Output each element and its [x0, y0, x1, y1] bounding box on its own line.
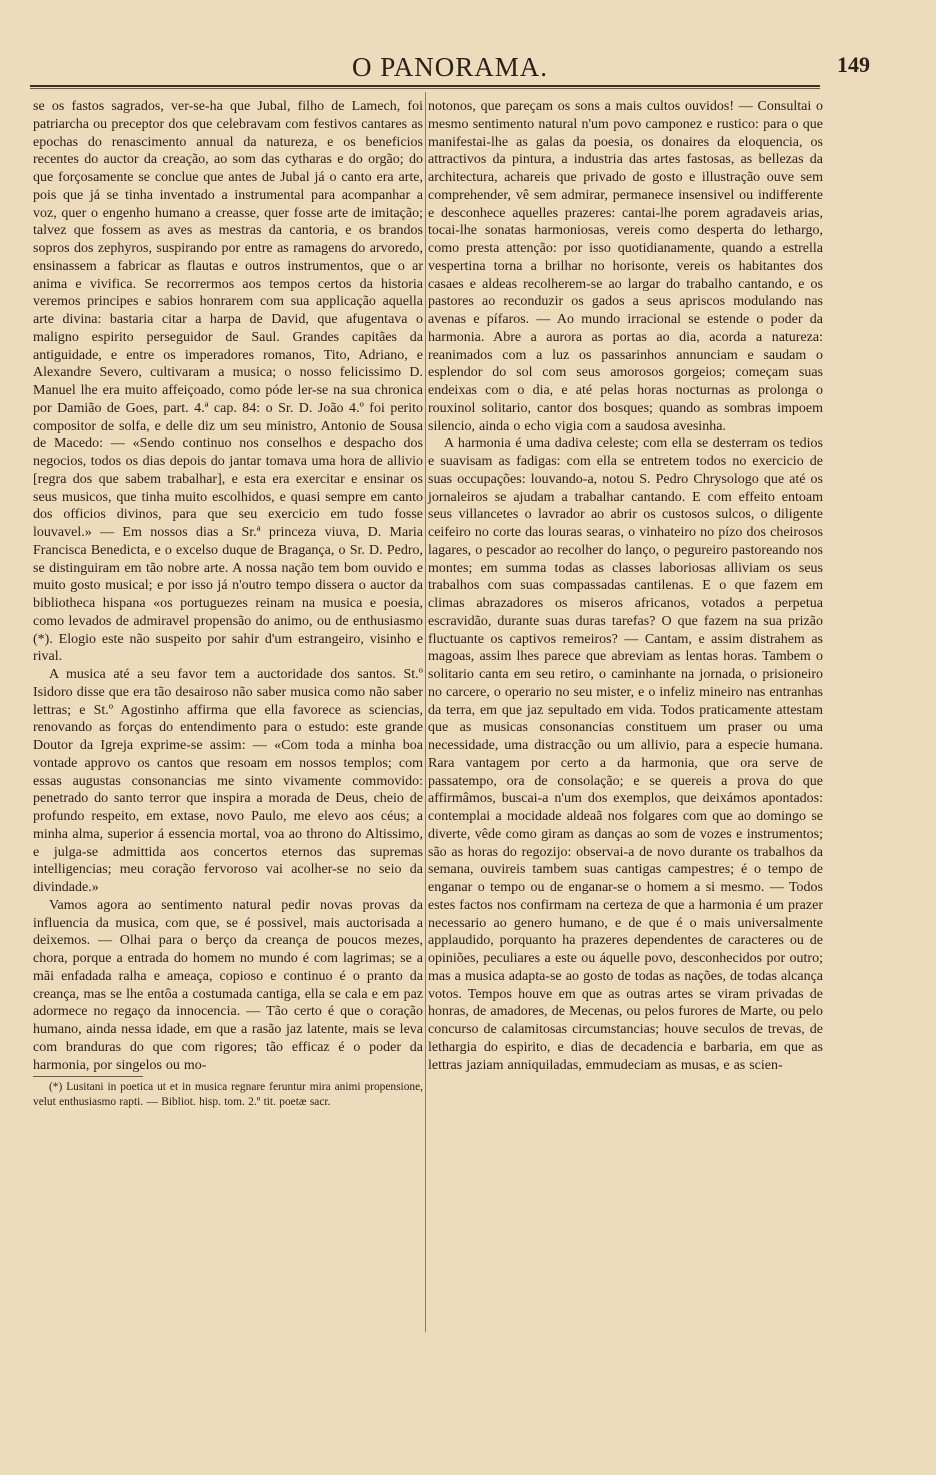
left-column — [33, 98, 423, 1109]
header-rule-thin — [30, 88, 820, 89]
paragraph: A harmonia é uma dadiva celeste; com ella se desterram os tedios e suavisam as fadigas: com ella se entretem todos no exercicio de suas occupações: louvando-a, notou S. Pedro Chrysologo que até os jornaleiros se ajudam a trabalhar cantando. E com effeito entoam seus villancetes o lavrador ao abrir os custosos sulcos, o diligente ceifeiro no corte das louras searas, o vinhateiro no pízo dos cheirosos lagares, o pescador ao recolher do lanço, o pegureiro pastoreando nos montes; em summa todas as classes laboriosas alliviam os seus trabalhos com suas compassadas cantilenas. E o que fazem em climas abrazadores os miseros africanos, votados a perpetua escravidão, durante suas duras tarefas? O que fazem na sua prizão fluctuante os captivos remeiros? — Cantam, e assim distrahem as magoas, assim lhes parece que abreviam as lentas horas. Tambem o solitario canta em seu retiro, o caminhante na jornada, o prisioneiro no carcere, o operario no seu mister, e o infeliz mineiro nas entranhas da terra, em que jaz sepultado em vida. Todos praticamente attestam que as musicas consonancias constituem um praser ou uma necessidade, uma distracção ou um allivio, para a especie humana. Rara vantagem por certo a da harmonia, que ora serve de passatempo, ora de consolação; e se quereis a prova do que affirmâmos, buscai-a n'um dos exemplos, que deixámos apontados: contemplai a mocidade aldeaã nos folgares com que ao domingo se diverte, vêde como giram as danças ao som de vozes e instrumentos; são as horas do regozijo: observai-a de novo durante os trabalhos da semana, ouvireis tambem suas cantigas campestres; é o tempo de enganar o tempo ou de enganar-se o homem a si mesmo. — Todos estes factos nos confirmam na certeza de que a harmonia é um prazer necessario ao genero humano, e de que é o mais universalmente applaudido, porquanto ha prazeres dependentes de caracteres ou de opiniões, peculiares a este ou áquelle povo, desconhecidos por outro; mas a musica adapta-se ao gosto de todas as nações, de todas alcança votos. Tempos houve em que as outras artes se viram privadas de honras, de amadores, de Mecenas, ou pelos furores de Marte, ou pelo concurso de calamitosas circumstancias; houve seculos de trevas, de lethargia do espirito, e dias de decadencia e barbaria, em que as lettras jaziam anniquiladas, emmudeciam as musas, e as scien- — [428, 436, 823, 1073]
header-rule — [30, 85, 820, 87]
paragraph: A musica até a seu favor tem a auctoridade dos santos. St.º Isidoro disse que era tão desairoso não saber musica como não saber lettras; e St.º Agostinho affirma que ella favorece as sciencias, renovando as forças do entendimento para o estudo: este grande Doutor da Igreja exprime-se assim: — «Com toda a minha boa vontade approvo os cantos que resoam em nossos templos; com essas augustas consonancias me sinto vivamente commovido: penetrado do santo terror que inspira a morada de Deus, cheio de profundo respeito, em extase, novo Paulo, me elevo aos céus; a minha alma, superior á essencia mortal, voa ao throno do Altissimo, e julga-se admittida aos concertos eternos das supremas intelligencias; meu coração fervoroso vai acolher-se no seio da divindade.» — [33, 667, 423, 895]
page-title: O PANORAMA. — [351, 52, 549, 82]
footnote-rule — [33, 1076, 143, 1077]
right-column — [428, 98, 823, 1074]
column-divider — [425, 92, 426, 1332]
paragraph: Vamos agora ao sentimento natural pedir novas provas da influencia da musica, com que, se é possivel, mais auctorisada a deixemos. — Olhai para o berço da creança de poucos mezes, chora, porque a entrada do homem no mundo é com lagrimas; se a mãi enfadada ralha e ameaça, copioso e continuo é o pranto da creança, mas se lhe entôa a costumada cantiga, ella se cala e em paz adormece no regaço da innocencia. — Tão certo é que o coração humano, ainda nessa idade, em que a rasão jaz latente, mais se leva com branduras do que com rigores; tão efficaz é o poder da harmonia, por singelos ou mo- — [33, 897, 423, 1073]
paragraph: se os fastos sagrados, ver-se-ha que Jubal, filho de Lamech, foi patriarcha ou preceptor dos que celebravam com festivos cantares as epochas do renascimento annual da natureza, e os beneficios recentes do auctor da creação, ao som das cytharas e do orgão; do que forçosamente se conclue que antes de Jubal já o canto era arte, pois que já se tinha inventado a instrumental para acompanhar a voz, quer o engenho humano a creasse, quer fosse arte de imitação; talvez que fossem as aves as mestras da cantoria, e os brandos sopros dos zephyros, suspirando por entre as ramagens do arvoredo, ensinassem a fabricar as flautas e outros instrumentos, que o ar anima e vivifica. Se recorrermos aos tempos certos da historia veremos principes e sabios honrarem com sua applicação aquella arte divina: bastaria citar a harpa de David, que afugentava o maligno espirito perseguidor de Saul. Grandes capitães da antiguidade, e entre os imperadores romanos, Tito, Adriano, e Alexandre Severo, cultivaram a musica; o nosso felicissimo D. Manuel lhe era muito affeiçoado, como póde ler-se na sua chronica por Damião de Goes, part. 4.ª cap. 84: o Sr. D. João 4.º foi perito compositor de solfa, e delle diz um seu ministro, Antonio de Sousa de Macedo: — «Sendo continuo nos conselhos e despacho dos negocios, todos os dias depois do jantar tomava uma hora de allivio [regra dos que sabem trabalhar], e esta era exercitar e ensinar os seus musicos, que tinha muito escolhidos, e quasi sempre em canto dos officios divinos, para que seu exercicio em tudo fosse louvavel.» — Em nossos dias a Sr.ª princeza viuva, D. Maria Francisca Benedicta, e o excelso duque de Bragança, o Sr. D. Pedro, se distinguiram em tão nobre arte. A nossa nação tem bom ouvido e muito gosto musical; e por isso já n'outro tempo dissera o auctor da bibliotheca hispana «os portuguezes reinam na musica e poesia, como levados de admiravel propensão do animo, ou de enthusiasmo (*). Elogio este não suspeito por sahir d'um estrangeiro, visinho e rival. — [33, 99, 423, 665]
page-header — [30, 52, 870, 82]
paragraph: notonos, que pareçam os sons a mais cultos ouvidos! — Consultai o mesmo sentimento natural n'um povo camponez e rustico: para o que manifestai-lhe as galas da poesia, os donaires da eloquencia, os attractivos da pintura, a industria das artes fastosas, as bellezas da architectura, achareis que privado de gosto e illustração ouve sem comprehender, vê sem admirar, permanece insensivel ou indifferente e desconhece aquelles prazeres: cantai-lhe porem agradaveis arias, tocai-lhe sonatas harmoniosas, vereis como desperta do lethargo, como presta attenção: por isso quotidianamente, quando a estrella vespertina torna a brilhar no horisonte, vereis os habitantes dos casaes e aldeas recolherem-se ao largar do trabalho cantando, e os pastores ao reconduzir os gados a seus apriscos modulando nas avenas e pífaros. — Ao mundo irracional se estende o poder da harmonia. Abre a aurora as portas ao dia, acorda a natureza: reanimados com a luz os passarinhos annunciam e saudam o esplendor do sol com seus amorosos gorgeios; começam suas endeixas com o dia, e até pelas horas nocturnas as prolonga o rouxinol solitario, cantor dos bosques; quando as sombras impoem silencio, ainda o echo vigia com a saudosa avesinha. — [428, 99, 823, 434]
footnote: (*) Lusitani in poetica ut et in musica regnare feruntur mira animi propensione, velut enthusiasmo rapti. — Bibliot. hisp. tom. 2.º tit. poetæ sacr. — [33, 1081, 423, 1108]
page-number: 149 — [837, 52, 870, 77]
